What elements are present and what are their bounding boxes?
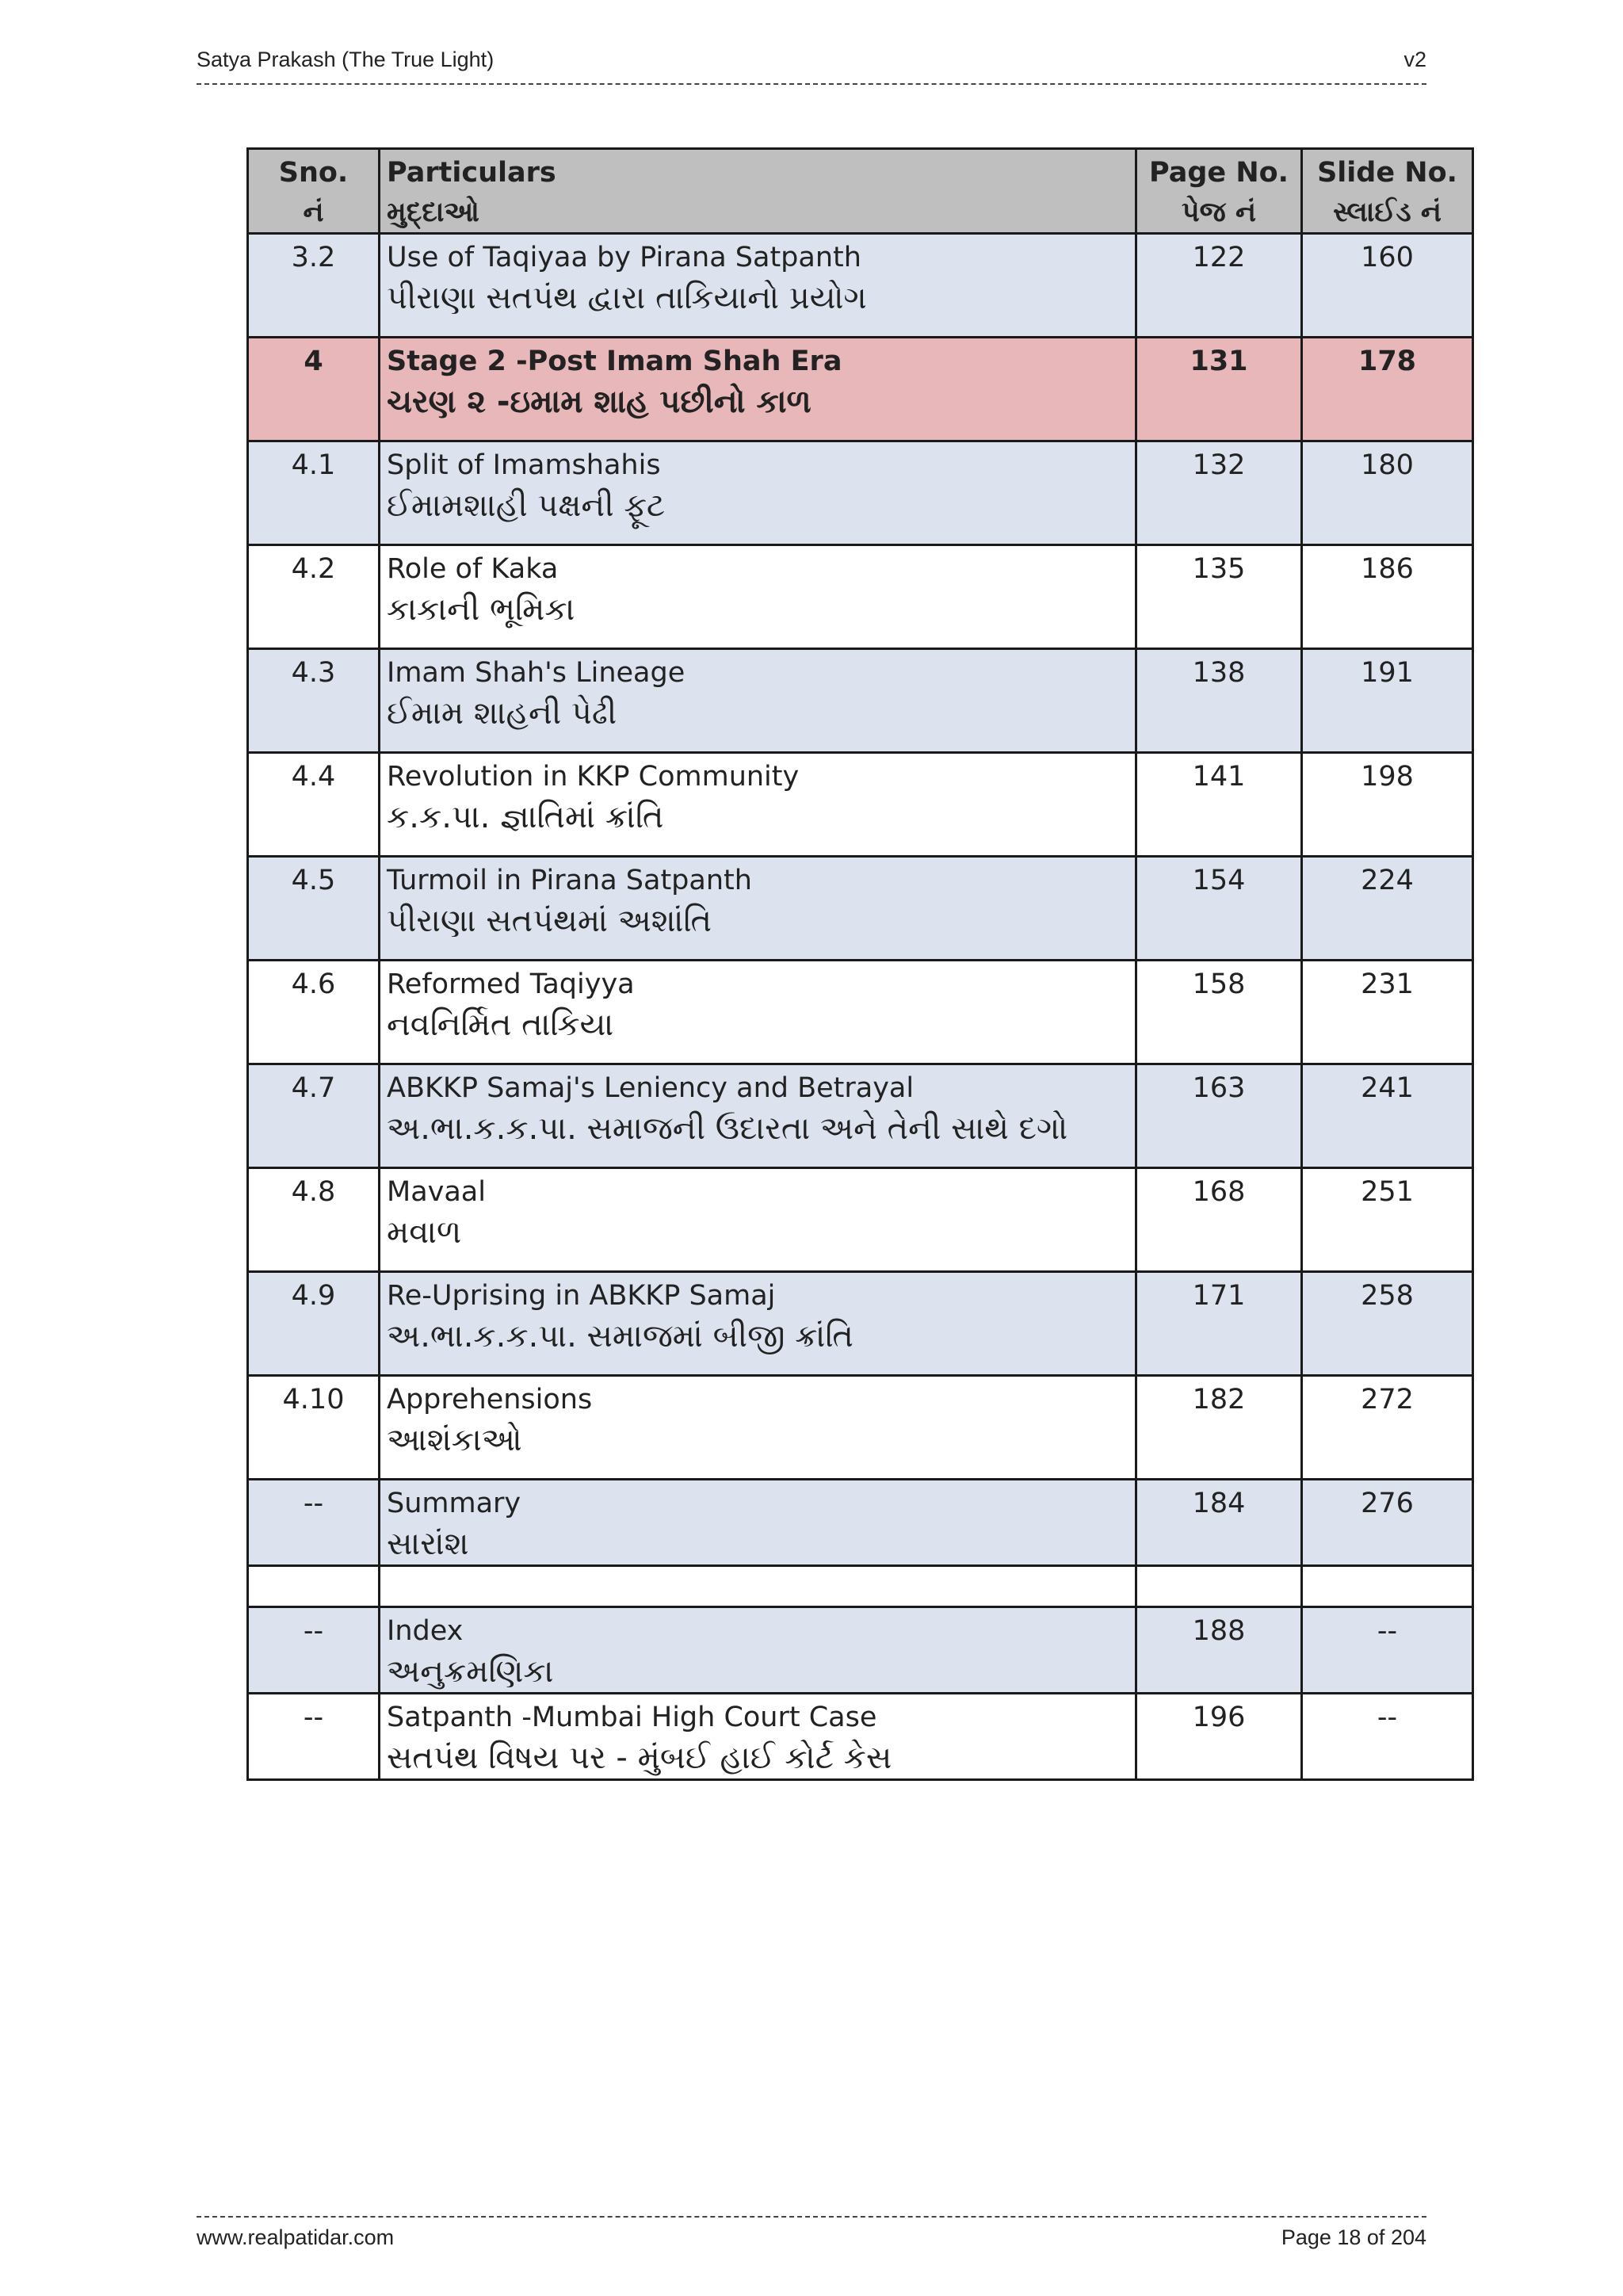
page-no-cell: 171	[1136, 1272, 1302, 1376]
particulars-cell: Stage 2 -Post Imam Shah Era ચરણ ૨ -ઇમામ શાહ પછીનો કાળ	[380, 338, 1136, 441]
slide-no-cell: 224	[1302, 857, 1473, 961]
website-link[interactable]: www.realpatidar.com	[197, 2225, 395, 2249]
slide-no-cell: 180	[1302, 441, 1473, 545]
page-footer	[197, 2205, 1426, 2250]
page-no-cell: 135	[1136, 545, 1302, 649]
particulars-cell: Satpanth -Mumbai High Court Case સતપંથ વિષય પર - મુંબઈ હાઈ કોર્ટ કેસ	[380, 1694, 1136, 1780]
slide-no-cell: 231	[1302, 961, 1473, 1064]
table-row	[248, 961, 1473, 1064]
header-page-no: Page No. પેજ નં	[1136, 149, 1302, 234]
header-particulars: Particulars મુદ્દાઓ	[380, 149, 1136, 234]
particulars-cell: Turmoil in Pirana Satpanth પીરાણા સતપંથમાં અશાંતિ	[380, 857, 1136, 961]
document-title: Satya Prakash (The True Light)	[197, 48, 495, 71]
sno-cell: 4.3	[248, 649, 380, 753]
contents-table	[246, 147, 1474, 1781]
table-row	[248, 234, 1473, 338]
sno-cell: 4.5	[248, 857, 380, 961]
page-no-cell: 188	[1136, 1607, 1302, 1694]
slide-no-cell: 276	[1302, 1480, 1473, 1566]
particulars-cell: Mavaal મવાળ	[380, 1168, 1136, 1272]
sno-cell: 4	[248, 338, 380, 441]
slide-no-cell: --	[1302, 1694, 1473, 1780]
table-row	[248, 649, 1473, 753]
page-no-cell: 122	[1136, 234, 1302, 338]
particulars-cell: Role of Kaka કાકાની ભૂમિકા	[380, 545, 1136, 649]
table-row	[248, 1607, 1473, 1694]
table-row	[248, 1064, 1473, 1168]
slide-no-cell: 241	[1302, 1064, 1473, 1168]
page-no-cell: 163	[1136, 1064, 1302, 1168]
page-no-cell: 154	[1136, 857, 1302, 961]
sno-cell: 4.10	[248, 1376, 380, 1480]
table-row	[248, 545, 1473, 649]
particulars-cell: Re-Uprising in ABKKP Samaj અ.ભા.ક.ક.પા. સમાજમાં બીજી ક્રાંતિ	[380, 1272, 1136, 1376]
sno-cell: 4.1	[248, 441, 380, 545]
empty-cell	[1136, 1566, 1302, 1607]
page-no-cell: 168	[1136, 1168, 1302, 1272]
slide-no-cell: 272	[1302, 1376, 1473, 1480]
page-no-cell: 132	[1136, 441, 1302, 545]
header-slide-no: Slide No. સ્લાઈડ નં	[1302, 149, 1473, 234]
table-row-empty	[248, 1566, 1473, 1607]
table-row	[248, 753, 1473, 857]
particulars-cell: Reformed Taqiyya નવનિર્મિત તાકિયા	[380, 961, 1136, 1064]
sno-cell: 3.2	[248, 234, 380, 338]
sno-cell: 4.4	[248, 753, 380, 857]
particulars-cell: Split of Imamshahis ઈમામશાહી પક્ષની ફૂટ	[380, 441, 1136, 545]
particulars-cell: Revolution in KKP Community ક.ક.પા. જ્ઞાતિમાં ક્રાંતિ	[380, 753, 1136, 857]
table-row	[248, 1272, 1473, 1376]
page-number: Page 18 of 204	[1281, 2225, 1426, 2249]
page-header	[197, 48, 1426, 85]
slide-no-cell: 178	[1302, 338, 1473, 441]
sno-cell: --	[248, 1480, 380, 1566]
sno-cell: --	[248, 1694, 380, 1780]
sno-cell: 4.2	[248, 545, 380, 649]
page-no-cell: 196	[1136, 1694, 1302, 1780]
slide-no-cell: 258	[1302, 1272, 1473, 1376]
header-sno: Sno. નં	[248, 149, 380, 234]
slide-no-cell: --	[1302, 1607, 1473, 1694]
page-no-cell: 158	[1136, 961, 1302, 1064]
empty-cell	[380, 1566, 1136, 1607]
table-row	[248, 1694, 1473, 1780]
particulars-cell: Imam Shah's Lineage ઈમામ શાહની પેઢી	[380, 649, 1136, 753]
table-row	[248, 1376, 1473, 1480]
version-label: v2	[1403, 48, 1426, 71]
table-row	[248, 1168, 1473, 1272]
page-no-cell: 138	[1136, 649, 1302, 753]
particulars-cell: ABKKP Samaj's Leniency and Betrayal અ.ભા.ક.ક.પા. સમાજની ઉદારતા અને તેની સાથે દગો	[380, 1064, 1136, 1168]
table-row	[248, 1480, 1473, 1566]
sno-cell: 4.6	[248, 961, 380, 1064]
page-no-cell: 184	[1136, 1480, 1302, 1566]
page-no-cell: 131	[1136, 338, 1302, 441]
empty-cell	[248, 1566, 380, 1607]
sno-cell: 4.7	[248, 1064, 380, 1168]
header-divider	[197, 83, 1426, 85]
footer-divider	[197, 2216, 1426, 2218]
sno-cell: 4.8	[248, 1168, 380, 1272]
particulars-cell: Use of Taqiyaa by Pirana Satpanth પીરાણા સતપંથ દ્વારા તાકિયાનો પ્રયોગ	[380, 234, 1136, 338]
table-row-section	[248, 338, 1473, 441]
slide-no-cell: 251	[1302, 1168, 1473, 1272]
page-no-cell: 141	[1136, 753, 1302, 857]
slide-no-cell: 186	[1302, 545, 1473, 649]
particulars-cell: Apprehensions આશંકાઓ	[380, 1376, 1136, 1480]
sno-cell: 4.9	[248, 1272, 380, 1376]
slide-no-cell: 198	[1302, 753, 1473, 857]
table-row	[248, 441, 1473, 545]
slide-no-cell: 160	[1302, 234, 1473, 338]
table-header-row	[248, 149, 1473, 234]
table-row	[248, 857, 1473, 961]
empty-cell	[1302, 1566, 1473, 1607]
particulars-cell: Summary સારાંશ	[380, 1480, 1136, 1566]
page-no-cell: 182	[1136, 1376, 1302, 1480]
sno-cell: --	[248, 1607, 380, 1694]
particulars-cell: Index અનુક્રમણિકા	[380, 1607, 1136, 1694]
slide-no-cell: 191	[1302, 649, 1473, 753]
